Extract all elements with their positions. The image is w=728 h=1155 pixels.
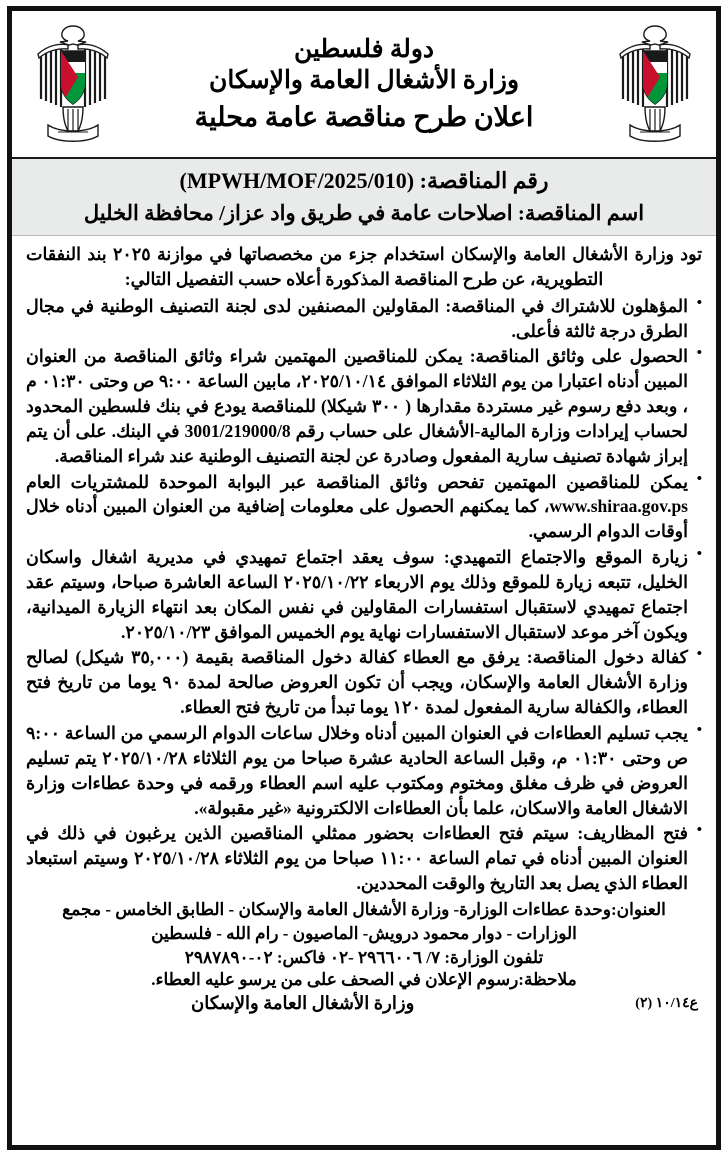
tender-identification-band [12, 159, 716, 236]
state-name: دولة فلسطين [293, 35, 435, 63]
address-line-2: الوزارات - دوار محمود درويش- الماصيون - رام الله - فلسطين [151, 923, 577, 943]
clause-document-purchase-tail: في البنك. على أن يتم إبراز شهادة تصنيف سارية المفعول وصادرة عن لجنة التصنيف الوطنية عند شراء المناقصة. [26, 420, 688, 466]
fax-label: فاكس: [276, 947, 326, 967]
palestinian-eagle-emblem-right [612, 21, 698, 149]
clause-submission [26, 721, 702, 820]
note-text: رسوم الإعلان في الصحف على من يرسو عليه العطاء. [151, 969, 519, 989]
bank-account-number: 3001/219000/8 [184, 420, 291, 441]
clause-bid-bond-text: كفالة دخول المناقصة: يرفق مع العطاء كفالة دخول المناقصة بقيمة (٣٥,٠٠٠ شيكل) لصالح وزارة الأشغال العامة والإسكان، ويجب أن تكون العروض صالحة لمدة ٩٠ يوما من تاريخ فتح العطاء، والكفالة سارية المفعول لمدة ١٢٠ يوما تبدأ من تاريخ فتح العطاء. [26, 647, 688, 718]
address-line-1 [26, 898, 702, 922]
clause-site-visit-text: زيارة الموقع والاجتماع التمهيدي: سوف يعقد اجتماع تمهيدي في مديرية اشغال واسكان الخليل، تتبعه زيارة للموقع وذلك يوم الاربعاء ٢٠٢٥/١٠/٢٢ الساعة العاشرة صباحا، وسيتم عقد اجتماع تمهيدي لاستقبال استفسارات المقاولين في نفس المكان بعد انتهاء الزيارة الميدانية، ويكون آخر موعد لاستقبال الاستفسارات نهاية يوم الخميس الموافق ٢٠٢٥/١٠/٢٣. [26, 547, 688, 642]
clause-eligibility-text: المؤهلون للاشتراك في المناقصة: المقاولين المصنفين لدى لجنة التصنيف الوطنية في مجال الطرق درجة ثالثة فأعلى. [26, 295, 688, 341]
announcement-header [12, 11, 716, 159]
announcement-body [12, 236, 716, 1145]
address-label: العنوان: [610, 899, 666, 919]
clause-bid-bond [26, 645, 702, 720]
contact-line [26, 948, 702, 968]
announcement-title: اعلان طرح مناقصة عامة محلية [194, 101, 534, 132]
announcement-footer [26, 991, 702, 1014]
ministry-name: وزارة الأشغال العامة والإسكان [208, 67, 520, 95]
tender-number-value: (MPWH/MOF/2025/010) [179, 168, 415, 193]
address-text-1: وحدة عطاءات الوزارة- وزارة الأشغال العامة والإسكان - الطابق الخامس - مجمع [62, 899, 611, 919]
note-label: ملاحظة: [518, 969, 577, 989]
tender-name-label: اسم المناقصة: [517, 200, 645, 225]
clause-document-purchase-text: الحصول على وثائق المناقصة: يمكن للمناقصين المهتمين شراء وثائق المناقصة من العنوان المبين أدناه اعتبارا من يوم الثلاثاء الموافق ٢٠٢٥/١٠/١٤، مابين الساعة ٩:٠٠ ص وحتى ٠١:٣٠ م ، وبعد دفع رسوم غير مستردة مقدارها ( ٣٠٠ شيكلا) للمناقصة يودع في بنك فلسطين المحدود لحساب إيرادات وزارة المالية-الأشغال على حساب رقم [26, 346, 688, 441]
tender-number-row [28, 166, 700, 196]
clause-bid-opening-text: فتح المظاريف: سيتم فتح العطاءات بحضور ممثلي المناقصين الذين يرغبون في ذلك في العنوان المبين أدناه في تمام الساعة ١١:٠٠ صباحا من يوم الثلاثاء ٢٠٢٥/١٠/٢٨ وسيتم استبعاد العطاء الذي يصل بعد التاريخ والوقت المحددين. [26, 823, 688, 894]
clause-document-purchase [26, 344, 702, 468]
clause-portal-review [26, 470, 702, 545]
clauses-list [26, 294, 702, 896]
fax-value: ٠٢-٢٩٨٧٨٩٠ [184, 947, 273, 967]
phone-label: تلفون الوزارة: [444, 947, 544, 967]
tender-name-row [28, 200, 700, 227]
phone-value: ٧/ ٢٩٦٦٠٠٦ -٠٢ [329, 947, 441, 967]
intro-paragraph: تود وزارة الأشغال العامة والإسكان استخدام جزء من مخصصاتها في موازنة ٢٠٢٥ بند النفقات التطويرية، عن طرح المناقصة المذكورة أعلاه حسب التفصيل التالي: [26, 243, 702, 289]
note-line [26, 970, 702, 990]
clause-portal-review-tail: ، كما يمكنهم الحصول على معلومات إضافية من العنوان المبين أدناه خلال أوقات الدوام الرسمي. [26, 496, 688, 542]
palestinian-eagle-emblem-left [30, 21, 116, 149]
announcement-frame [7, 6, 721, 1150]
footer-ministry-name: وزارة الأشغال العامة والإسكان [191, 992, 415, 1013]
clause-eligibility [26, 294, 702, 344]
tender-name-value: اصلاحات عامة في طريق واد عزاز/ محافظة الخليل [83, 200, 513, 225]
address-block [26, 898, 702, 946]
clause-site-visit [26, 545, 702, 644]
procurement-portal-url[interactable]: www.shiraa.gov.ps [549, 496, 688, 517]
footer-reference: ع١٠/١٤ (٢) [635, 995, 698, 1011]
header-titles [83, 35, 646, 134]
tender-number-label: رقم المناقصة: [419, 168, 549, 193]
clause-submission-text: يجب تسليم العطاءات في العنوان المبين أدناه وخلال ساعات الدوام الرسمي من الساعة ٩:٠٠ ص وحتى ٠١:٣٠ م، وقبل الساعة الحادية عشرة صباحا من يوم الثلاثاء ٢٠٢٥/١٠/٢٨ يتم تسليم العروض في ظرف مغلق ومختوم ومكتوب عليه اسم العطاء ورقمه في وحدة عطاءات وزارة الاشغال العامة والاسكان، علما بأن العطاءات الالكترونية «غير مقبولة». [26, 723, 688, 818]
clause-bid-opening [26, 821, 702, 896]
clause-portal-review-text: يمكن للمناقصين المهتمين تفحص وثائق المناقصة عبر البوابة الموحدة للمشتريات العام [26, 471, 688, 492]
